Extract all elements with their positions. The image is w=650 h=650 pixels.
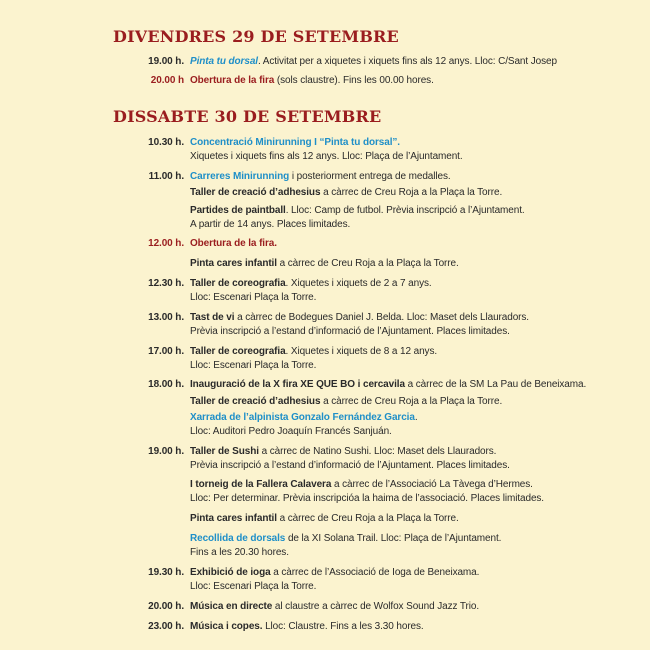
event-name: Inauguració de la X fira XE QUE BO i cercavila [190, 379, 405, 390]
event-time: 23.00 h. [148, 621, 184, 632]
event-detail: de la XI Solana Trail. Lloc: Plaça de l’Ajuntament. [285, 533, 502, 544]
event-time: 11.00 h. [148, 171, 184, 182]
event-detail: . Activitat per a xiquetes i xiquets fins als 12 anys. Lloc: C/Sant Josep [257, 56, 557, 67]
event-detail: al claustre a càrrec de Wolfox Sound Jazz Trio. [272, 601, 480, 612]
event-time: 19.00 h. [148, 56, 184, 67]
event-detail: A partir de 14 anys. Places limitades. [190, 219, 351, 230]
event-detail: . Xiquetes i xiquets de 2 a 7 anys. [285, 278, 432, 289]
event-detail: Prèvia inscripció a l’estand d’informació de l’Ajuntament. Places limitades. [190, 326, 510, 337]
event-detail: Fins a les 20.30 hores. [190, 547, 289, 558]
event-name: Carreres Minirunning [190, 171, 290, 182]
event-detail: (sols claustre). Fins les 00.00 hores. [274, 75, 434, 86]
event-name: Concentració Minirunning I “Pinta tu dorsal”. [190, 137, 400, 148]
event-detail: a càrrec de Creu Roja a la Plaça la Torre. [276, 513, 459, 524]
event-detail: Prèvia inscripció a l’estand d’informació de l’Ajuntament. Places limitades. [190, 460, 510, 471]
event-detail: a càrrec de Bodegues Daniel J. Belda. Lloc: Maset dels Llauradors. [234, 312, 529, 323]
event-name: Taller de coreografia [190, 346, 286, 357]
event-detail: a càrrec de Creu Roja a la Plaça la Torre. [320, 187, 503, 198]
event-name: Exhibició de ioga [190, 567, 271, 578]
event-detail: Lloc: Per determinar. Prèvia inscripcióa la haima de l’associació. Places limitades. [190, 493, 544, 504]
event-name: Partides de paintball [190, 205, 286, 216]
event-detail: . [414, 412, 418, 423]
event-detail: a càrrec de Natino Sushi. Lloc: Maset dels Llauradors. [258, 446, 497, 457]
event-name: Recollida de dorsals [190, 533, 286, 544]
event-name: Pinta cares infantil [190, 513, 277, 524]
event-name: Música en directe [190, 601, 273, 612]
event-name: Taller de creació d’adhesius [190, 396, 321, 407]
event-detail: Lloc: Claustre. Fins a les 3.30 hores. [262, 621, 424, 632]
event-detail: a càrrec de l’Associació de Ioga de Beneixama. [270, 567, 480, 578]
event-time: 19.00 h. [148, 446, 184, 457]
event-name: Taller de coreografia [190, 278, 286, 289]
event-detail: Xiquetes i xiquets fins als 12 anys. Lloc: Plaça de l’Ajuntament. [190, 151, 463, 162]
event-name: Obertura de la fira [190, 75, 275, 86]
event-name: Taller de creació d’adhesius [190, 187, 321, 198]
event-name: Taller de Sushi [190, 446, 259, 457]
day-title-saturday: DISSABTE 30 DE SETEMBRE [113, 107, 382, 126]
event-name: Obertura de la fira. [190, 238, 277, 249]
event-time: 12.30 h. [148, 278, 184, 289]
event-detail: a càrrec de Creu Roja a la Plaça la Torre. [320, 396, 503, 407]
event-detail: Lloc: Escenari Plaça la Torre. [190, 581, 317, 592]
day-title-friday: DIVENDRES 29 DE SETEMBRE [113, 27, 399, 46]
event-detail: . Xiquetes i xiquets de 8 a 12 anys. [285, 346, 438, 357]
event-detail: a càrrec de l’Associació La Tàvega d’Hermes. [331, 479, 533, 490]
event-time: 20.00 h [150, 75, 184, 86]
event-name: I torneig de la Fallera Calavera [190, 479, 332, 490]
event-name: Xarrada de l’alpinista Gonzalo Fernández Garcia [190, 412, 415, 423]
event-time: 13.00 h. [148, 312, 184, 323]
event-detail: a càrrec de la SM La Pau de Beneixama. [404, 379, 587, 390]
event-time: 18.00 h. [148, 379, 184, 390]
event-time: 10.30 h. [148, 137, 184, 148]
event-detail: . Lloc: Camp de futbol. Prèvia inscripció a l’Ajuntament. [285, 205, 525, 216]
event-name: Pinta cares infantil [190, 258, 277, 269]
event-name: Pinta tu dorsal [190, 56, 258, 67]
event-name: Tast de vi [190, 312, 235, 323]
event-detail: Lloc: Escenari Plaça la Torre. [190, 292, 317, 303]
event-detail: Lloc: Escenari Plaça la Torre. [190, 360, 317, 371]
event-time: 20.00 h. [148, 601, 184, 612]
event-time: 17.00 h. [148, 346, 184, 357]
event-time: 12.00 h. [148, 238, 184, 249]
event-time: 19.30 h. [148, 567, 184, 578]
event-name: Música i copes. [190, 621, 263, 632]
event-detail: Lloc: Auditori Pedro Joaquín Francés Sanjuán. [190, 426, 392, 437]
event-detail: a càrrec de Creu Roja a la Plaça la Torre. [276, 258, 459, 269]
event-detail: i posteriorment entrega de medalles. [289, 171, 451, 182]
